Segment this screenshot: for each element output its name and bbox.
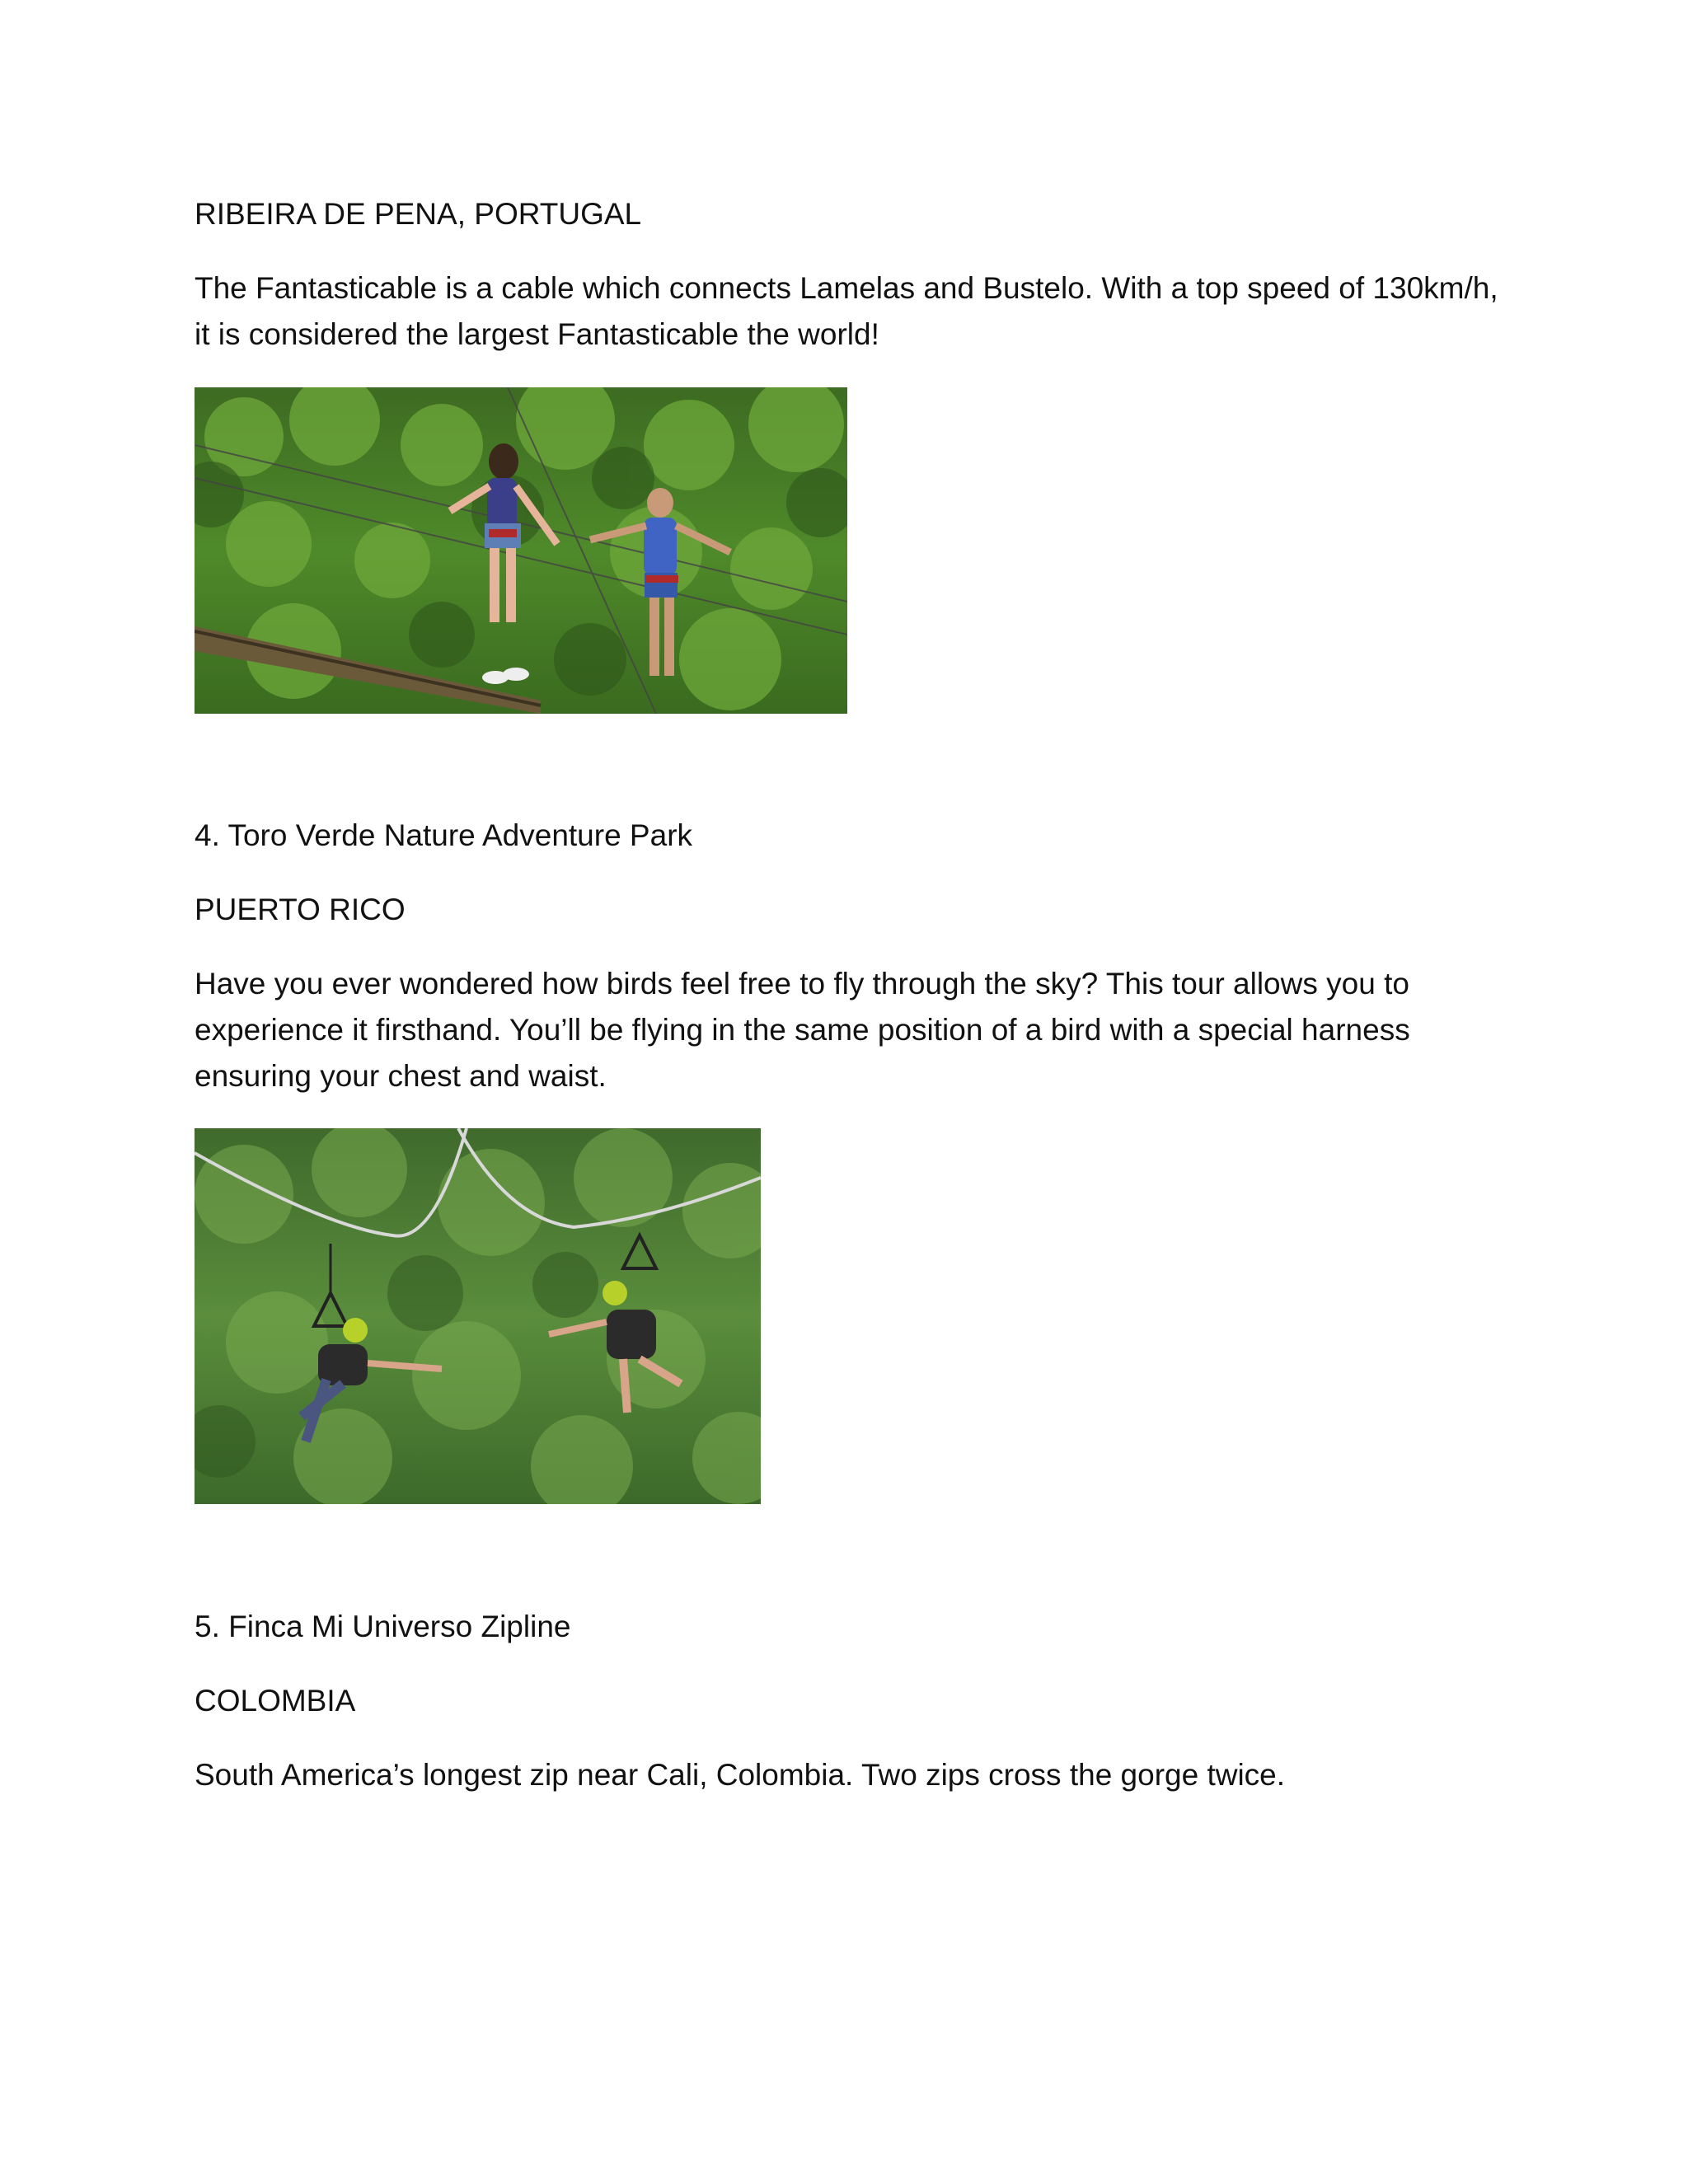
photo-toro-verde-zipliners bbox=[195, 1128, 761, 1504]
location-colombia: COLOMBIA bbox=[195, 1684, 356, 1718]
photo-fantasticable-walkers bbox=[195, 387, 847, 714]
description-finca-line-1: South America’s longest zip near Cali, Colombia. Two zips cross the gorge twice. bbox=[195, 1758, 1286, 1792]
heading-finca-mi-universo: 5. Finca Mi Universo Zipline bbox=[195, 1610, 571, 1643]
description-toro-verde-line-3: ensuring your chest and waist. bbox=[195, 1059, 607, 1093]
description-toro-verde-line-2: experience it firsthand. You’ll be flying in the same position of a bird with a special harness bbox=[195, 1013, 1410, 1047]
description-portugal-line-1: The Fantasticable is a cable which connects Lamelas and Bustelo. With a top speed of 130km/h, bbox=[195, 271, 1498, 305]
location-puerto-rico: PUERTO RICO bbox=[195, 893, 406, 926]
location-portugal: RIBEIRA DE PENA, PORTUGAL bbox=[195, 197, 642, 231]
photo-toro-verde-illustration bbox=[195, 1128, 761, 1504]
heading-toro-verde: 4. Toro Verde Nature Adventure Park bbox=[195, 818, 693, 852]
description-portugal-line-2: it is considered the largest Fantasticable the world! bbox=[195, 317, 879, 351]
photo-fantasticable-illustration bbox=[195, 387, 847, 714]
description-toro-verde-line-1: Have you ever wondered how birds feel free to fly through the sky? This tour allows you to bbox=[195, 967, 1409, 1001]
